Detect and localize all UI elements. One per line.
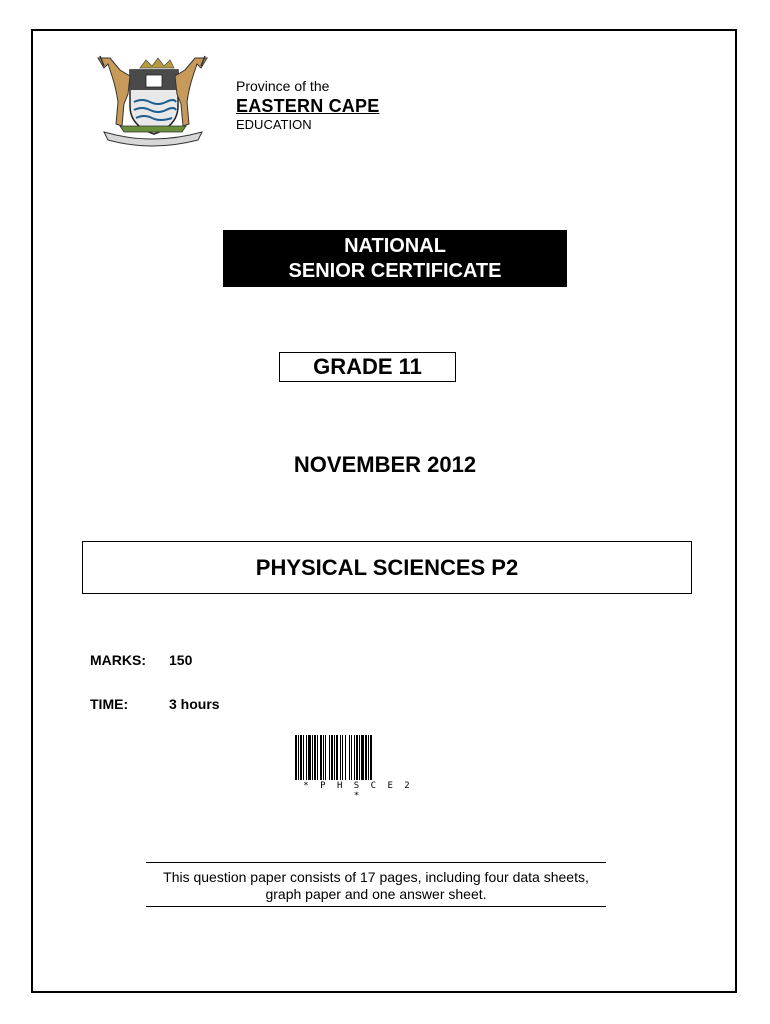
barcode-bar	[334, 735, 335, 780]
barcode-bar	[308, 735, 311, 780]
barcode-bar	[370, 735, 372, 780]
barcode-bar	[303, 735, 304, 780]
barcode-bar	[368, 735, 369, 780]
time-label: TIME:	[90, 696, 129, 712]
barcode-bar	[312, 735, 313, 780]
barcode-bar	[329, 735, 330, 780]
barcode-bar	[336, 735, 338, 780]
exam-date: NOVEMBER 2012	[293, 452, 477, 477]
page-border	[31, 29, 737, 993]
barcode-bar	[314, 735, 316, 780]
barcode-bar	[298, 735, 299, 780]
barcode-bar	[325, 735, 326, 780]
province-heading	[236, 77, 379, 133]
barcode-bar	[306, 735, 307, 780]
certificate-banner	[223, 230, 567, 287]
province-name: EASTERN CAPE	[236, 96, 380, 116]
certificate-line-2: SENIOR CERTIFICATE	[288, 260, 502, 282]
time-value: 3 hours	[169, 696, 220, 712]
barcode-bar	[354, 735, 355, 780]
barcode-bar	[295, 735, 297, 780]
footer-top-rule	[146, 862, 606, 863]
footer-note: This question paper consists of 17 pages, including four data sheets, graph paper and one answer sheet.	[163, 869, 589, 902]
marks-value: 150	[169, 652, 193, 668]
marks-label: MARKS:	[90, 652, 146, 668]
barcode-bar	[361, 735, 364, 780]
footer-bottom-rule	[146, 906, 606, 907]
barcode	[294, 735, 420, 780]
grade-box: GRADE 11	[279, 352, 456, 382]
barcode-bar	[359, 735, 360, 780]
barcode-bar	[320, 735, 322, 780]
barcode-bar	[365, 735, 367, 780]
subject-box: PHYSICAL SCIENCES P2	[82, 541, 692, 594]
barcode-bar	[356, 735, 358, 780]
eastern-cape-coat-of-arms-icon	[90, 54, 215, 148]
barcode-bar	[345, 735, 346, 780]
barcode-bar	[323, 735, 324, 780]
department-name: EDUCATION	[236, 117, 312, 132]
barcode-bar	[300, 735, 302, 780]
barcode-bar	[342, 735, 343, 780]
barcode-caption: * P H S C E 2 *	[303, 781, 413, 801]
barcode-bar	[317, 735, 318, 780]
barcode-bar	[340, 735, 341, 780]
province-line: Province of the	[236, 78, 330, 94]
barcode-bar	[349, 735, 350, 780]
barcode-bar	[351, 735, 352, 780]
certificate-line-1: NATIONAL	[344, 235, 446, 257]
barcode-bar	[331, 735, 333, 780]
